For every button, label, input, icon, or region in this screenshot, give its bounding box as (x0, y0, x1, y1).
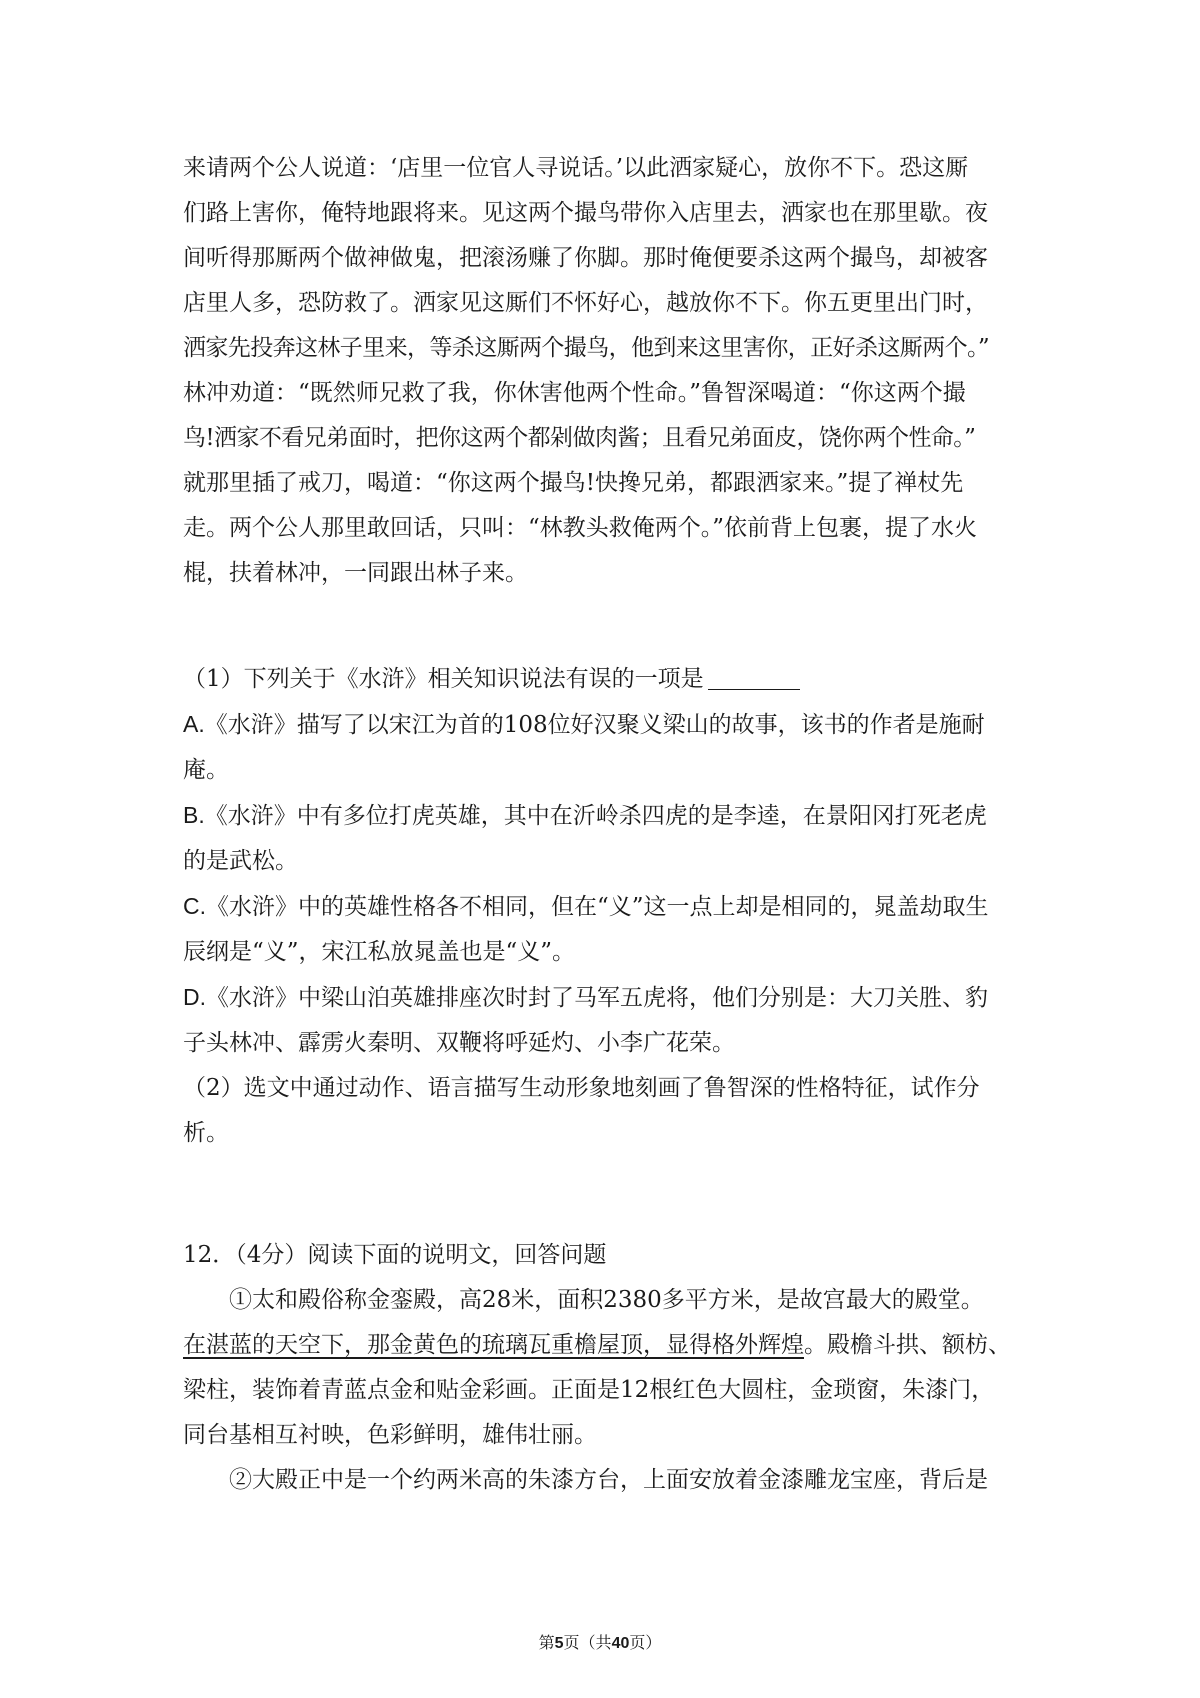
paragraph-1-line: ①太和殿俗称金銮殿，高28米，面积2380多平方米，是故宫最大的殿堂。 (229, 1287, 984, 1313)
paragraph-1-line: 梁柱，装饰着青蓝点金和贴金彩画。正面是12根红色大圆柱，金琐窗，朱漆门， (183, 1377, 995, 1403)
reading-passage (183, 146, 1028, 596)
option-text: 《水浒》描写了以宋江为首的108位好汉聚义梁山的故事，该书的作者是施耐 (204, 712, 985, 738)
option-d (183, 975, 1028, 1021)
option-c-continued: 辰纲是“义”，宋江私放晁盖也是“义”。 (183, 939, 576, 965)
passage-line: 们路上害你，俺特地跟将来。见这两个撮鸟带你入店里去，洒家也在那里歇。夜 (183, 200, 988, 226)
option-a (183, 702, 1028, 748)
question-1-stem (183, 657, 1028, 702)
paragraph-1-line: 同台基相互衬映，色彩鲜明，雄伟壮丽。 (183, 1422, 597, 1448)
footer-suffix: 页） (629, 1633, 662, 1652)
passage-line: 鸟!洒家不看兄弟面时，把你这两个都剁做肉酱；且看兄弟面皮，饶你两个性命。” (183, 425, 976, 451)
paragraph-1-text: 。殿檐斗拱、额枋、 (804, 1332, 1011, 1358)
question-1-text: （1）下列关于《水浒》相关知识说法有误的一项是 (183, 666, 704, 692)
passage-line: 就那里插了戒刀，喝道：“你这两个撮鸟!快搀兄弟，都跟洒家来。”提了禅杖先 (183, 470, 964, 496)
question-2-stem: （2）选文中通过动作、语言描写生动形象地刻画了鲁智深的性格特征，试作分 (183, 1075, 980, 1101)
footer-prefix: 第 (538, 1633, 555, 1652)
option-b-continued: 的是武松。 (183, 848, 298, 874)
underlined-sentence: 在湛蓝的天空下，那金黄色的琉璃瓦重檐屋顶，显得格外辉煌 (183, 1332, 804, 1358)
paragraph-2-line: ②大殿正中是一个约两米高的朱漆方台，上面安放着金漆雕龙宝座，背后是 (229, 1467, 988, 1493)
option-c (183, 884, 1028, 930)
passage-line: 棍，扶着林冲，一同跟出林子来。 (183, 560, 528, 586)
option-letter: B. (183, 802, 205, 828)
option-letter: D. (183, 984, 206, 1010)
footer-middle: 页（共 (563, 1633, 612, 1652)
option-text: 《水浒》中有多位打虎英雄，其中在沂岭杀四虎的是李逵，在景阳冈打死老虎 (204, 803, 987, 829)
answer-blank (708, 663, 800, 690)
passage-line: 来请两个公人说道：‘店里一位官人寻说话。’以此洒家疑心，放你不下。恐这厮 (183, 155, 969, 181)
question-1-block (183, 657, 1028, 1156)
option-text: 《水浒》中梁山泊英雄排座次时封了马军五虎将，他们分别是：大刀关胜、豹 (206, 985, 988, 1011)
passage-line: 走。两个公人那里敢回话，只叫：“林教头救俺两个。”依前背上包裹，提了水火 (183, 515, 978, 541)
passage-line: 林冲劝道：“既然师兄救了我，你休害他两个性命。”鲁智深喝道：“你这两个撮 (183, 380, 966, 406)
question-2-stem-continued: 析。 (183, 1120, 229, 1146)
page-total: 40 (611, 1635, 630, 1652)
paragraph-1-line (183, 1323, 1028, 1368)
page-footer (0, 1630, 1200, 1653)
option-a-continued: 庵。 (183, 757, 229, 783)
option-letter: A. (183, 711, 205, 737)
page-number: 5 (554, 1635, 564, 1652)
option-text: 《水浒》中的英雄性格各不相同，但在“义”这一点上却是相同的，晁盖劫取生 (206, 894, 989, 920)
passage-line: 洒家先投奔这林子里来，等杀这厮两个撮鸟，他到来这里害你，正好杀这厮两个。” (183, 335, 990, 361)
option-d-continued: 子头林冲、霹雳火秦明、双鞭将呼延灼、小李广花荣。 (183, 1030, 735, 1056)
option-letter: C. (183, 893, 206, 919)
question-12-block (183, 1233, 1028, 1503)
passage-line: 间听得那厮两个做神做鬼，把滚汤赚了你脚。那时俺便要杀这两个撮鸟，却被客 (183, 245, 988, 271)
question-12-heading: 12．（4分）阅读下面的说明文，回答问题 (183, 1242, 607, 1268)
passage-line: 店里人多，恐防救了。洒家见这厮们不怀好心，越放你不下。你五更里出门时， (183, 290, 988, 316)
option-b (183, 793, 1028, 839)
